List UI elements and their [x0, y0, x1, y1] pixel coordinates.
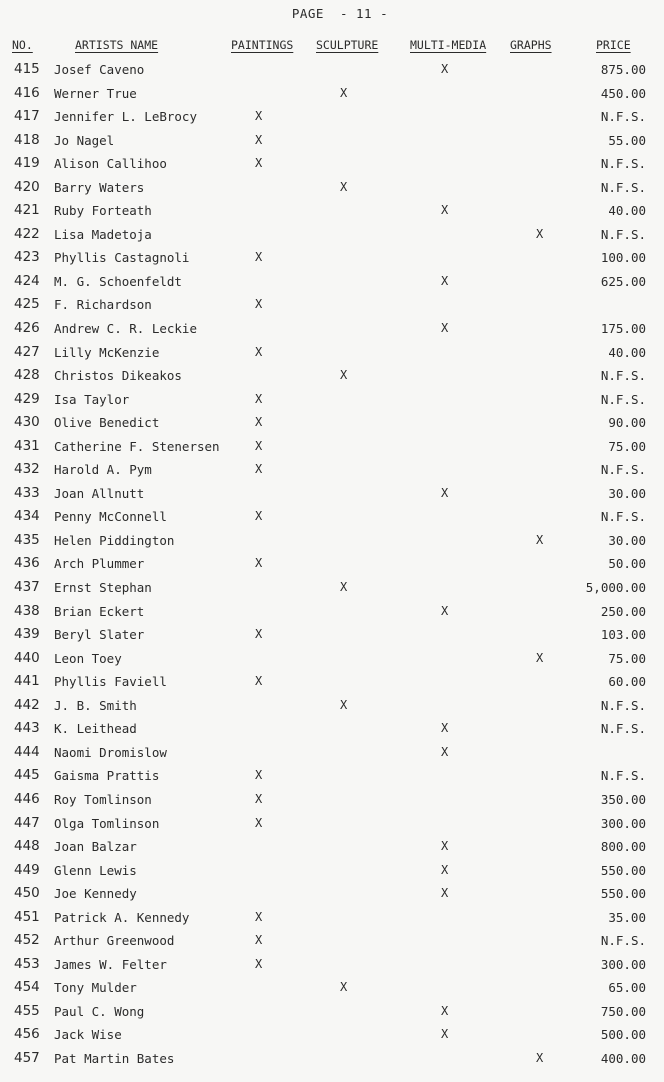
table-row	[0, 814, 664, 838]
table-row	[0, 531, 664, 555]
table-row	[0, 1049, 664, 1073]
category-mark-sculpture: X	[340, 697, 348, 712]
price: 250.00	[600, 603, 646, 619]
page-label: PAGE	[291, 6, 324, 21]
table-row	[0, 554, 664, 578]
price: N.F.S.	[600, 509, 646, 525]
entry-number: 446	[14, 790, 40, 807]
category-mark-multimedia: X	[441, 1027, 449, 1042]
entry-number: 430	[14, 414, 40, 431]
price: 75.00	[608, 650, 646, 666]
artist-name: Catherine F. Stenersen	[54, 438, 220, 454]
table-row	[0, 766, 664, 790]
category-mark-paintings: X	[255, 297, 263, 312]
category-mark-paintings: X	[255, 768, 263, 783]
table-row	[0, 861, 664, 885]
table-row	[0, 649, 664, 673]
entry-number: 448	[14, 838, 40, 855]
table-row	[0, 837, 664, 861]
category-mark-graphs: X	[536, 1050, 544, 1065]
price: 550.00	[600, 862, 646, 878]
table-row	[0, 978, 664, 1002]
artist-name: Penny McConnell	[54, 509, 167, 525]
category-mark-multimedia: X	[441, 603, 449, 618]
price: 50.00	[608, 556, 646, 572]
table-row	[0, 201, 664, 225]
table-row	[0, 672, 664, 696]
category-mark-sculpture: X	[340, 368, 348, 383]
price: N.F.S.	[600, 462, 646, 478]
category-mark-paintings: X	[255, 415, 263, 430]
artist-name: Helen Piddington	[54, 532, 175, 548]
category-mark-paintings: X	[255, 627, 263, 642]
entry-number: 438	[14, 602, 40, 619]
price: 500.00	[600, 1027, 646, 1043]
artist-name: Werner True	[54, 85, 137, 101]
artist-name: Arthur Greenwood	[54, 933, 175, 949]
table-row	[0, 319, 664, 343]
artist-name: Jo Nagel	[54, 132, 115, 148]
table-row	[0, 743, 664, 767]
artist-name: Patrick A. Kennedy	[54, 909, 190, 925]
entry-number: 423	[14, 249, 40, 266]
artist-name: Christos Dikeakos	[54, 368, 182, 384]
table-row	[0, 343, 664, 367]
table-row	[0, 507, 664, 531]
price: 30.00	[608, 532, 646, 548]
price: 350.00	[600, 791, 646, 807]
price: 800.00	[600, 839, 646, 855]
table-row	[0, 390, 664, 414]
entry-number: 416	[14, 84, 40, 101]
artist-name: Lisa Madetoja	[54, 226, 152, 242]
artist-list	[0, 60, 664, 1073]
price: N.F.S.	[600, 768, 646, 784]
category-mark-paintings: X	[255, 556, 263, 571]
entry-number: 455	[14, 1002, 40, 1019]
category-mark-paintings: X	[255, 956, 263, 971]
artist-name: Jack Wise	[54, 1027, 122, 1043]
artist-name: James W. Felter	[54, 956, 167, 972]
page-number: - 11 -	[339, 6, 389, 21]
price: N.F.S.	[600, 109, 646, 125]
table-row	[0, 366, 664, 390]
entry-number: 439	[14, 626, 40, 643]
table-row	[0, 955, 664, 979]
category-mark-paintings: X	[255, 132, 263, 147]
price: N.F.S.	[600, 179, 646, 195]
entry-number: 440	[14, 649, 40, 666]
category-mark-paintings: X	[255, 462, 263, 477]
category-mark-paintings: X	[255, 815, 263, 830]
category-mark-multimedia: X	[441, 321, 449, 336]
price: 300.00	[600, 956, 646, 972]
entry-number: 415	[14, 61, 40, 77]
artist-name: Phyllis Castagnoli	[54, 250, 190, 266]
entry-number: 442	[14, 696, 40, 713]
table-row	[0, 625, 664, 649]
artist-name: Olive Benedict	[54, 415, 160, 431]
artist-name: J. B. Smith	[54, 697, 137, 713]
entry-number: 456	[14, 1026, 40, 1043]
artist-name: Brian Eckert	[54, 603, 145, 619]
artist-name: Beryl Slater	[54, 627, 145, 643]
table-row	[0, 84, 664, 108]
price: 103.00	[600, 627, 646, 643]
entry-number: 447	[14, 814, 40, 831]
category-mark-multimedia: X	[441, 721, 449, 736]
table-row	[0, 931, 664, 955]
price: 5,000.00	[585, 580, 646, 596]
entry-number: 425	[14, 296, 40, 313]
category-mark-paintings: X	[255, 344, 263, 359]
entry-number: 445	[14, 767, 40, 784]
artist-name: K. Leithead	[54, 721, 137, 737]
price: 750.00	[600, 1003, 646, 1019]
price: 40.00	[608, 203, 646, 219]
header-artist-name: ARTISTS NAME	[75, 38, 159, 52]
entry-number: 437	[14, 579, 40, 596]
table-row	[0, 696, 664, 720]
price: N.F.S.	[600, 368, 646, 384]
entry-number: 449	[14, 861, 40, 878]
entry-number: 435	[14, 531, 40, 548]
entry-number: 429	[14, 390, 40, 407]
category-mark-paintings: X	[255, 250, 263, 265]
price: 65.00	[608, 980, 646, 996]
entry-number: 428	[14, 367, 40, 384]
price: N.F.S.	[600, 697, 646, 713]
artist-name: Arch Plummer	[54, 556, 145, 572]
price: 175.00	[600, 321, 646, 337]
page-header	[0, 6, 664, 21]
table-row	[0, 272, 664, 296]
table-row	[0, 107, 664, 131]
category-mark-paintings: X	[255, 109, 263, 124]
category-mark-multimedia: X	[441, 839, 449, 854]
price: 550.00	[600, 886, 646, 902]
category-mark-paintings: X	[255, 674, 263, 689]
entry-number: 451	[14, 908, 40, 925]
table-row	[0, 225, 664, 249]
artist-name: Gaisma Prattis	[54, 768, 160, 784]
entry-number: 421	[14, 202, 40, 219]
category-mark-multimedia: X	[441, 1003, 449, 1018]
price: 30.00	[608, 485, 646, 501]
table-row	[0, 460, 664, 484]
entry-number: 444	[14, 743, 40, 760]
artist-name: Joan Allnutt	[54, 485, 145, 501]
entry-number: 424	[14, 272, 40, 289]
price: 55.00	[608, 132, 646, 148]
artist-name: Joe Kennedy	[54, 886, 137, 902]
table-row	[0, 1002, 664, 1026]
entry-number: 431	[14, 437, 40, 454]
artist-name: Andrew C. R. Leckie	[54, 321, 197, 337]
category-mark-multimedia: X	[441, 203, 449, 218]
price: 450.00	[600, 85, 646, 101]
entry-number: 427	[14, 343, 40, 360]
table-row	[0, 790, 664, 814]
entry-number: 417	[14, 108, 40, 125]
artist-name: Leon Toey	[54, 650, 122, 666]
category-mark-sculpture: X	[340, 179, 348, 194]
entry-number: 454	[14, 979, 40, 996]
category-mark-paintings: X	[255, 909, 263, 924]
category-mark-multimedia: X	[441, 62, 449, 76]
artist-name: Tony Mulder	[54, 980, 137, 996]
table-row	[0, 60, 664, 84]
entry-number: 443	[14, 720, 40, 737]
category-mark-paintings: X	[255, 156, 263, 171]
entry-number: 441	[14, 673, 40, 690]
category-mark-multimedia: X	[441, 744, 449, 759]
category-mark-sculpture: X	[340, 980, 348, 995]
header-graphs: GRAPHS	[510, 38, 552, 52]
header-price: PRICE	[596, 38, 631, 52]
table-row	[0, 908, 664, 932]
table-row	[0, 602, 664, 626]
header-sculpture: SCULPTURE	[316, 38, 379, 52]
price: 35.00	[608, 909, 646, 925]
header-multimedia: MULTI-MEDIA	[410, 38, 487, 52]
price: 75.00	[608, 438, 646, 454]
table-row	[0, 884, 664, 908]
table-row	[0, 178, 664, 202]
entry-number: 420	[14, 178, 40, 195]
category-mark-graphs: X	[536, 226, 544, 241]
entry-number: 418	[14, 131, 40, 148]
price: N.F.S.	[600, 933, 646, 949]
category-mark-paintings: X	[255, 391, 263, 406]
artist-name: Paul C. Wong	[54, 1003, 145, 1019]
price: 60.00	[608, 674, 646, 690]
artist-name: Olga Tomlinson	[54, 815, 160, 831]
table-row	[0, 484, 664, 508]
price: N.F.S.	[600, 721, 646, 737]
artist-name: Harold A. Pym	[54, 462, 152, 478]
entry-number: 419	[14, 155, 40, 172]
price: 90.00	[608, 415, 646, 431]
category-mark-sculpture: X	[340, 580, 348, 595]
category-mark-paintings: X	[255, 438, 263, 453]
entry-number: 453	[14, 955, 40, 972]
artist-name: Glenn Lewis	[54, 862, 137, 878]
header-no: NO.	[12, 38, 33, 52]
entry-number: 452	[14, 932, 40, 949]
table-row	[0, 154, 664, 178]
category-mark-multimedia: X	[441, 886, 449, 901]
table-row	[0, 295, 664, 319]
category-mark-multimedia: X	[441, 273, 449, 288]
category-mark-paintings: X	[255, 791, 263, 806]
artist-name: F. Richardson	[54, 297, 152, 313]
table-row	[0, 248, 664, 272]
category-mark-paintings: X	[255, 933, 263, 948]
table-row	[0, 437, 664, 461]
artist-name: Joan Balzar	[54, 839, 137, 855]
price: N.F.S.	[600, 156, 646, 172]
artist-name: Phyllis Faviell	[54, 674, 167, 690]
price: 875.00	[600, 62, 646, 77]
entry-number: 422	[14, 225, 40, 242]
price: 40.00	[608, 344, 646, 360]
table-row	[0, 413, 664, 437]
header-paintings: PAINTINGS	[231, 38, 294, 52]
table-row	[0, 719, 664, 743]
category-mark-sculpture: X	[340, 85, 348, 100]
artist-name: Josef Caveno	[54, 62, 145, 77]
entry-number: 433	[14, 484, 40, 501]
artist-name: Ernst Stephan	[54, 580, 152, 596]
price: 100.00	[600, 250, 646, 266]
artist-name: Jennifer L. LeBrocy	[54, 109, 197, 125]
category-mark-graphs: X	[536, 532, 544, 547]
entry-number: 434	[14, 508, 40, 525]
artist-name: Naomi Dromislow	[54, 744, 167, 760]
category-mark-multimedia: X	[441, 485, 449, 500]
table-row	[0, 578, 664, 602]
table-row	[0, 1025, 664, 1049]
artist-name: Barry Waters	[54, 179, 145, 195]
artist-name: Isa Taylor	[54, 391, 130, 407]
artist-name: Ruby Forteath	[54, 203, 152, 219]
entry-number: 432	[14, 461, 40, 478]
category-mark-multimedia: X	[441, 862, 449, 877]
price: 625.00	[600, 273, 646, 289]
category-mark-paintings: X	[255, 509, 263, 524]
price: 400.00	[600, 1050, 646, 1066]
artist-name: Alison Callihoo	[54, 156, 167, 172]
price: N.F.S.	[600, 226, 646, 242]
table-row	[0, 131, 664, 155]
category-mark-graphs: X	[536, 650, 544, 665]
artist-name: Lilly McKenzie	[54, 344, 160, 360]
artist-name: Roy Tomlinson	[54, 791, 152, 807]
price: 300.00	[600, 815, 646, 831]
entry-number: 457	[14, 1049, 40, 1066]
artist-name: Pat Martin Bates	[54, 1050, 175, 1066]
artist-name: M. G. Schoenfeldt	[54, 273, 182, 289]
entry-number: 436	[14, 555, 40, 572]
entry-number: 450	[14, 885, 40, 902]
entry-number: 426	[14, 320, 40, 337]
price: N.F.S.	[600, 391, 646, 407]
